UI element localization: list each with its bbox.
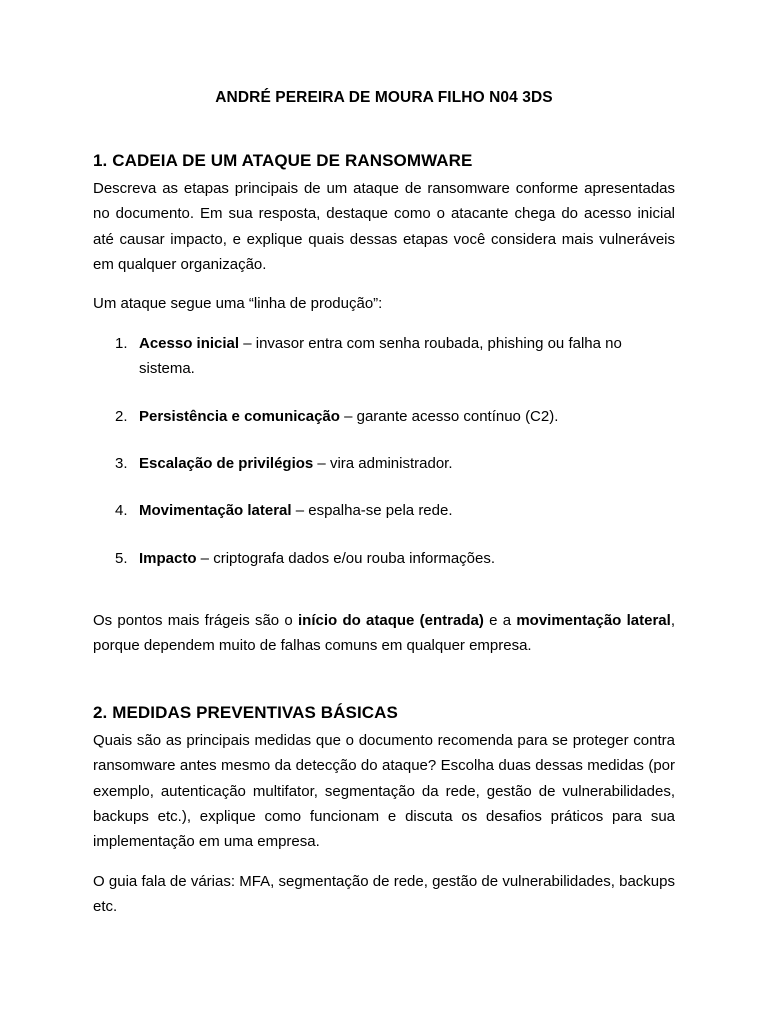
section-1-conclusion (93, 608, 675, 659)
list-item-description: – garante acesso contínuo (C2). (339, 408, 559, 425)
list-item-term: Acesso inicial (139, 335, 240, 352)
list-item-number: 4. (115, 502, 128, 519)
list-item-term: Persistência e comunicação (139, 408, 340, 425)
list-item-text (139, 498, 649, 523)
document-title: ANDRÉ PEREIRA DE MOURA FILHO N04 3DS (215, 89, 553, 106)
list-item-number: 1. (115, 335, 128, 352)
list-item-text (139, 331, 649, 382)
section-1-question: Descreva as etapas principais de um ataque de ransomware conforme apresentadas no documento. Em sua resposta, destaque como o atacante chega do acesso inicial até causar impacto, e explique quais dessas etapas você considera mais vulneráveis em qualquer organização. (93, 180, 675, 273)
list-item-term: Escalação de privilégios (139, 455, 314, 472)
conclusion-text: , porque dependem muito de falhas comuns em qualquer empresa. (93, 612, 675, 655)
list-item-number: 5. (115, 550, 128, 567)
section-2-question: Quais são as principais medidas que o documento recomenda para se proteger contra ransomware antes mesmo da detecção do ataque? Escolha duas dessas medidas (por exemplo, autenticação multifator, segmentação da rede, gestão de vulnerabilidades, backups etc.), explique como funcionam e discuta os desafios práticos para sua implementação em uma empresa. (93, 732, 675, 851)
conclusion-text: Os pontos mais frágeis são o (93, 612, 299, 629)
conclusion-text: e a (483, 612, 517, 629)
list-item-description: – espalha-se pela rede. (291, 502, 453, 519)
section-2-answer: O guia fala de várias: MFA, segmentação de rede, gestão de vulnerabilidades, backups etc. (93, 873, 675, 916)
conclusion-emphasis: início do ataque (entrada) (298, 612, 484, 629)
list-item-description: – criptografa dados e/ou rouba informações. (196, 550, 496, 567)
list-item-description: – invasor entra com senha roubada, phishing ou falha no sistema. (139, 335, 622, 378)
list-item-text (139, 404, 649, 429)
list-item-number: 2. (115, 408, 128, 425)
list-item-text (139, 451, 649, 476)
list-item-term: Movimentação lateral (139, 502, 292, 519)
section-1-heading: 1. CADEIA DE UM ATAQUE DE RANSOMWARE (93, 151, 473, 170)
section-2-heading: 2. MEDIDAS PREVENTIVAS BÁSICAS (93, 703, 398, 722)
list-item-number: 3. (115, 455, 128, 472)
conclusion-emphasis: movimentação lateral (516, 612, 671, 629)
section-1-intro: Um ataque segue uma “linha de produção”: (93, 295, 383, 312)
list-item-description: – vira administrador. (313, 455, 453, 472)
list-item-term: Impacto (139, 550, 197, 567)
list-item-text (139, 546, 649, 571)
